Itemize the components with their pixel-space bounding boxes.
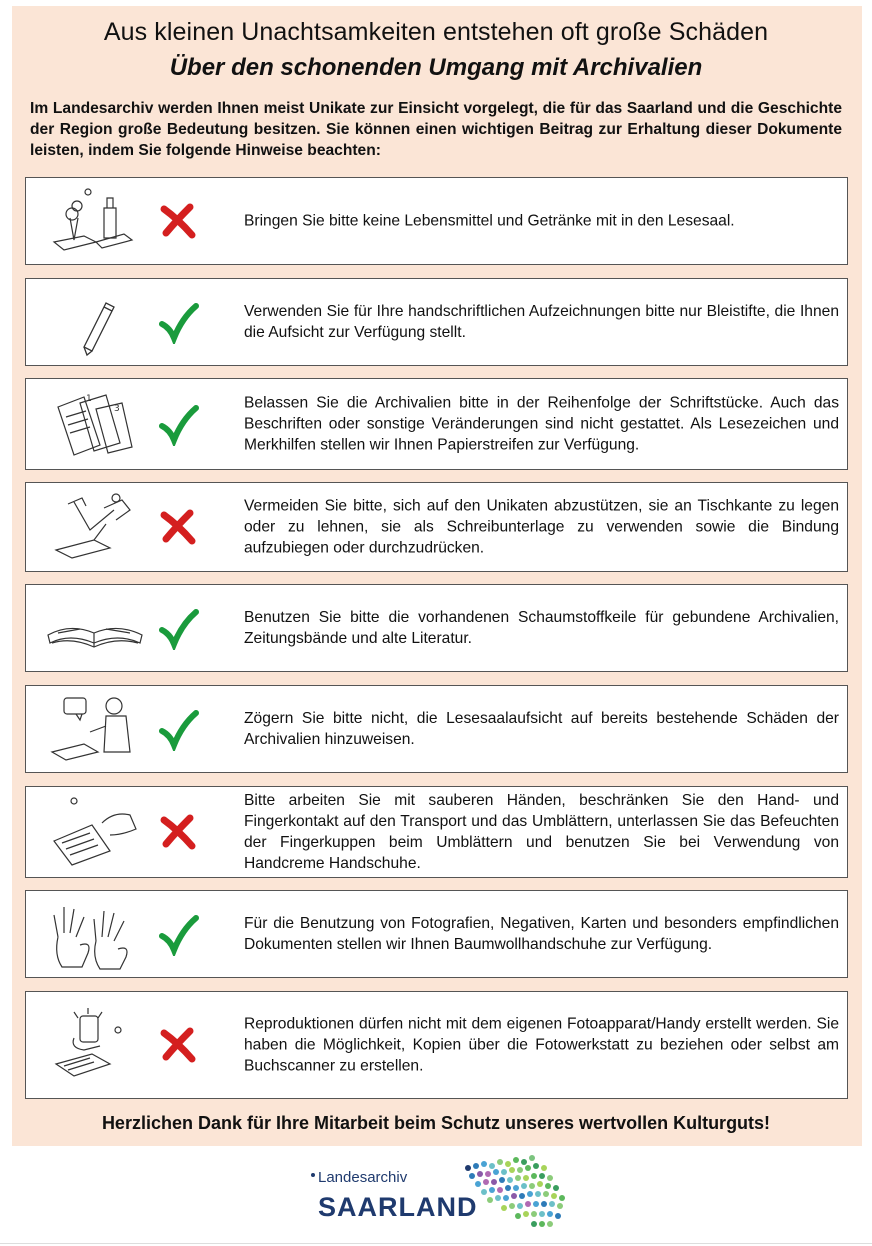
rule-text: Belassen Sie die Archivalien bitte in der Reihenfolge der Schriftstücke. Auch das Beschriften oder sonstige Veränderungen sind nicht gestattet. Als Lesezeichen und Merkhilfen stellen wir Ihnen Papierstreifen zur Verfügung. xyxy=(244,394,839,454)
rule-text: Bitte arbeiten Sie mit sauberen Händen, beschränken Sie den Hand- und Fingerkontakt auf den Transport und das Umblättern, unterlassen Sie das Befeuchten der Fingerkuppen beim Umblättern und benutzen Sie bei Verwendung von Handcreme Handschuhe. xyxy=(244,792,839,872)
cross-icon xyxy=(156,810,200,854)
thanks-message: Herzlichen Dank für Ihre Mitarbeit beim Schutz unseres wertvollen Kulturguts! xyxy=(101,1113,771,1133)
rule-row xyxy=(25,584,848,672)
check-icon xyxy=(156,606,200,650)
rule-text: Vermeiden Sie bitte, sich auf den Unikaten abzustützen, sie an Tischkante zu legen oder zu lehnen, sie als Schreibunterlage zu verwenden sowie die Bindung aufzubiegen oder durchzudrücken. xyxy=(244,497,839,557)
check-icon xyxy=(156,300,200,344)
svg-text:1: 1 xyxy=(86,394,92,404)
svg-text:3: 3 xyxy=(114,404,120,414)
wet-fingers-icon xyxy=(44,795,144,869)
cotton-gloves-icon xyxy=(44,897,144,971)
check-icon xyxy=(156,707,200,751)
numbered-pages-icon xyxy=(44,387,144,461)
logo-big-text: SAARLAND xyxy=(318,1192,478,1222)
cross-icon xyxy=(156,1023,200,1067)
logo-small-text: Landesarchiv xyxy=(318,1169,408,1186)
rule-row xyxy=(25,378,848,470)
rule-row xyxy=(25,786,848,878)
rule-text: Reproduktionen dürfen nicht mit dem eigenen Fotoapparat/Handy erstellt werden. Sie haben die Möglichkeit, Kopien über die Fotowerkstatt zu beziehen oder selbst am Buchscanner zu erstellen. xyxy=(244,1015,839,1075)
person-speaking-icon xyxy=(44,692,144,766)
rule-row xyxy=(25,177,848,265)
saarland-map-logo-icon xyxy=(458,1154,573,1232)
leaning-on-book-icon xyxy=(44,490,144,564)
rule-row xyxy=(25,890,848,978)
page-bottom-divider xyxy=(0,1243,872,1244)
rule-text: Zögern Sie bitte nicht, die Lesesaalaufsicht auf bereits bestehende Schäden der Archivalien hinzuweisen. xyxy=(244,710,839,748)
page-title: Aus kleinen Unachtsamkeiten entstehen oft große Schäden xyxy=(103,18,769,46)
check-icon xyxy=(156,912,200,956)
rule-text: Verwenden Sie für Ihre handschriftlichen Aufzeichnungen bitte nur Bleistifte, die Ihnen die Aufsicht zur Verfügung stellt. xyxy=(244,303,839,341)
cross-icon xyxy=(156,505,200,549)
phone-camera-icon xyxy=(44,1008,144,1082)
rule-row xyxy=(25,278,848,366)
cross-icon xyxy=(156,199,200,243)
rule-text: Bringen Sie bitte keine Lebensmittel und Getränke mit in den Lesesaal. xyxy=(244,212,735,230)
check-icon xyxy=(156,402,200,446)
rule-row xyxy=(25,991,848,1099)
food-drink-icon xyxy=(44,184,144,258)
rule-row xyxy=(25,482,848,572)
rule-row xyxy=(25,685,848,773)
intro-paragraph: Im Landesarchiv werden Ihnen meist Unikate zur Einsicht vorgelegt, die für das Saarland und die Geschichte der Region große Bedeutung besitzen. Sie können einen wichtigen Beitrag zur Erhaltung dieser Dokumente leisten, indem Sie folgende Hinweise beachten: xyxy=(30,100,842,159)
logo-dot-icon xyxy=(310,1172,316,1178)
pencil-icon xyxy=(44,285,144,359)
page-subtitle: Über den schonenden Umgang mit Archivalien xyxy=(169,54,703,81)
foam-wedge-book-icon xyxy=(44,591,144,665)
rule-text: Benutzen Sie bitte die vorhandenen Schaumstoffkeile für gebundene Archivalien, Zeitungsbände und alte Literatur. xyxy=(244,609,839,647)
rule-text: Für die Benutzung von Fotografien, Negativen, Karten und besonders empfindlichen Dokumenten stellen wir Ihnen Baumwollhandschuhe zur Verfügung. xyxy=(244,915,839,953)
